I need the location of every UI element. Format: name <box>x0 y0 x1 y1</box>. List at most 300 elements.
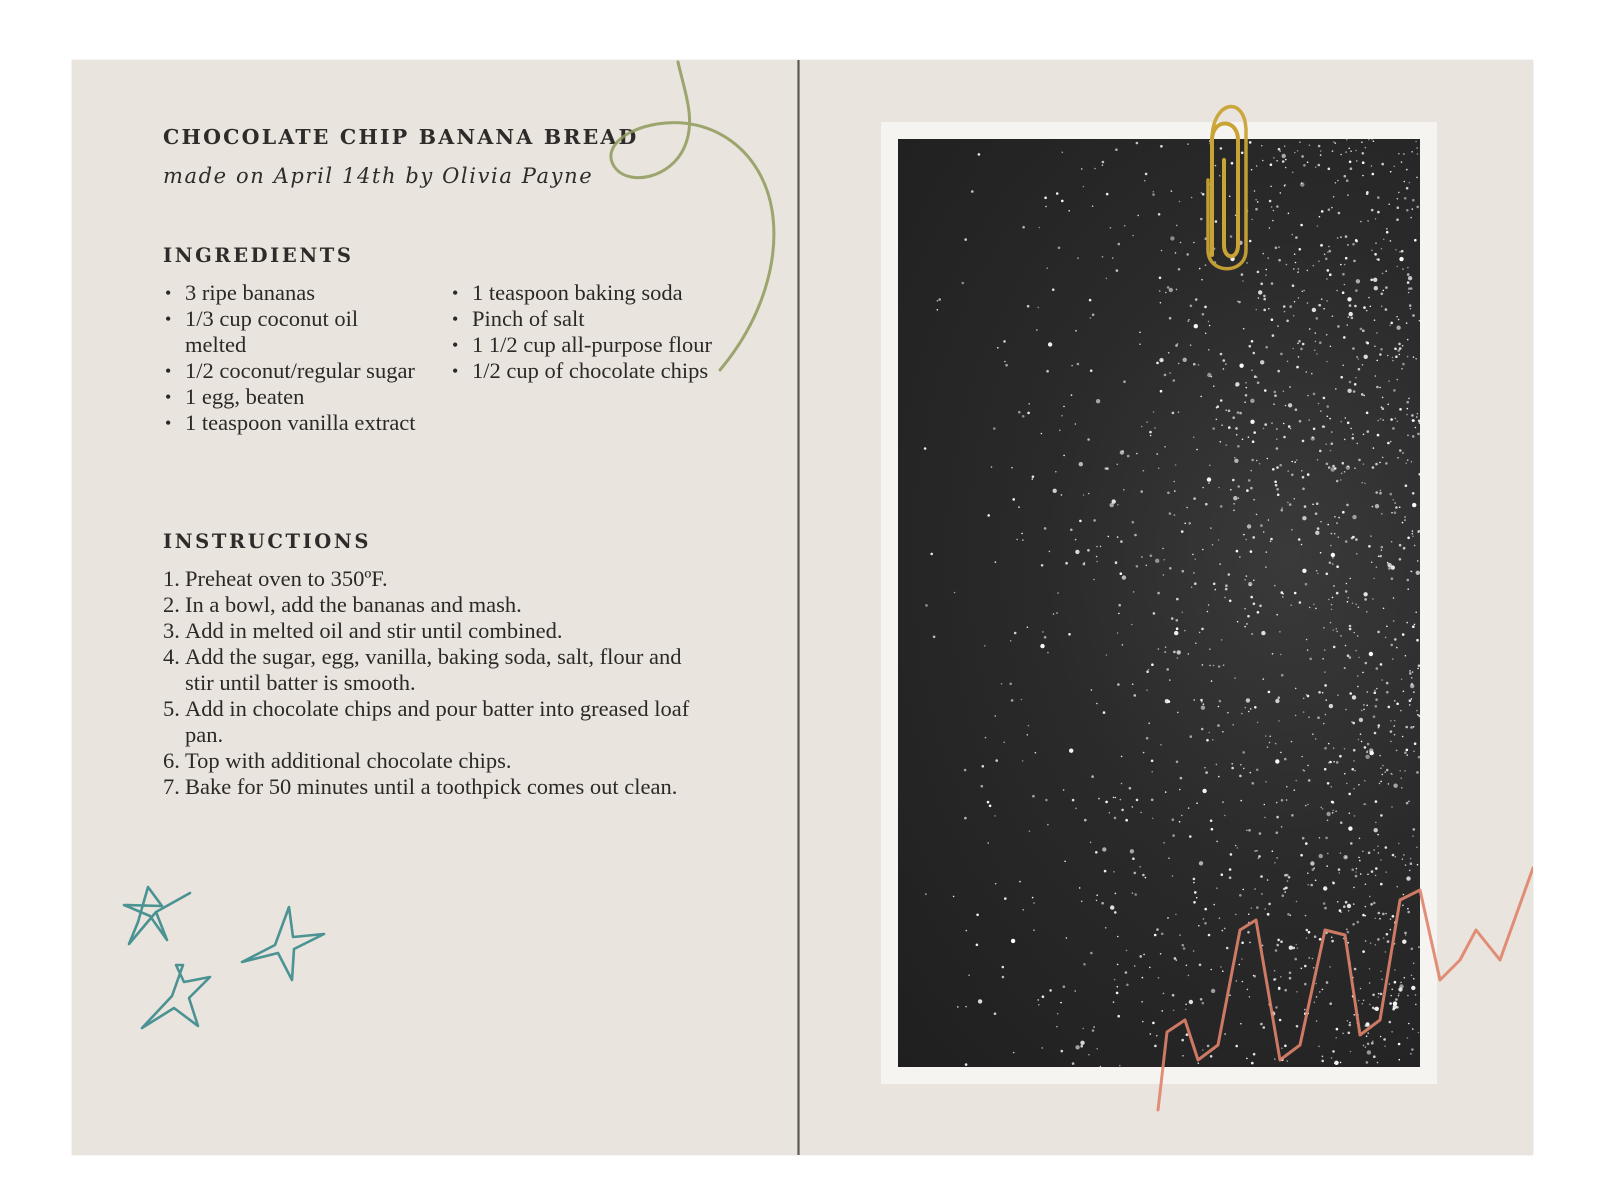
speckle <box>1399 544 1402 547</box>
speckle <box>1407 435 1409 437</box>
speckle <box>1371 870 1374 873</box>
speckle <box>1209 465 1211 467</box>
speckle <box>1195 559 1197 561</box>
speckle <box>1246 489 1249 492</box>
speckle <box>1337 237 1339 239</box>
speckle <box>1208 321 1210 323</box>
speckle <box>1118 604 1121 607</box>
speckle <box>1407 1037 1409 1039</box>
speckle <box>1333 585 1335 587</box>
speckle <box>1226 947 1229 950</box>
speckle <box>1125 971 1128 974</box>
speckle <box>1164 651 1166 653</box>
speckle <box>1374 828 1378 832</box>
speckle <box>1388 783 1390 785</box>
speckle <box>1296 1025 1299 1028</box>
speckle <box>1077 363 1080 366</box>
speckle <box>1208 934 1211 937</box>
speckle <box>1246 623 1248 625</box>
speckle <box>1254 975 1257 978</box>
speckle <box>1125 819 1128 822</box>
speckle <box>1331 207 1333 209</box>
speckle <box>1370 535 1372 537</box>
instruction-step <box>163 774 703 800</box>
speckle <box>1087 438 1090 441</box>
speckle <box>1364 746 1367 749</box>
speckle <box>1385 286 1388 289</box>
speckle <box>1394 981 1397 984</box>
speckle <box>1117 464 1119 466</box>
speckle <box>1163 993 1165 995</box>
speckle <box>1286 799 1288 801</box>
speckle <box>1120 799 1122 801</box>
speckle <box>1304 770 1306 772</box>
speckle <box>1084 819 1087 822</box>
speckle <box>1249 996 1251 998</box>
speckle <box>1260 283 1263 286</box>
speckle <box>1390 929 1392 931</box>
recipe-title: CHOCOLATE CHIP BANANA BREAD <box>163 125 639 149</box>
speckle <box>1237 411 1240 414</box>
speckle <box>1416 206 1419 209</box>
speckle <box>1002 976 1005 979</box>
speckle <box>1257 381 1260 384</box>
speckle <box>965 1006 967 1008</box>
speckle <box>1256 850 1258 852</box>
speckle <box>1328 466 1331 469</box>
speckle <box>1245 707 1247 709</box>
speckle <box>1241 958 1243 960</box>
speckle <box>1247 989 1249 991</box>
speckle <box>1277 494 1280 497</box>
speckle <box>1057 1013 1059 1015</box>
speckle <box>1276 438 1278 440</box>
speckle <box>1323 902 1326 905</box>
speckle <box>1349 1022 1351 1024</box>
speckle <box>1316 996 1318 998</box>
speckle <box>1106 467 1109 470</box>
speckle <box>1385 846 1388 849</box>
speckle <box>1028 403 1030 405</box>
speckle <box>1365 1022 1369 1026</box>
speckle <box>1418 946 1420 948</box>
speckle <box>1158 977 1160 979</box>
speckle <box>1359 838 1361 840</box>
speckle <box>1364 598 1367 601</box>
speckle <box>1352 243 1355 246</box>
speckle <box>1176 225 1178 227</box>
speckle <box>1386 933 1389 936</box>
speckle <box>1326 361 1328 363</box>
speckle <box>1316 570 1318 572</box>
speckle <box>1299 141 1301 143</box>
speckle <box>985 737 987 739</box>
speckle <box>1302 516 1306 520</box>
speckle <box>1323 627 1325 629</box>
speckle <box>1248 479 1251 482</box>
speckle <box>1293 947 1296 950</box>
speckle <box>1180 242 1182 244</box>
speckle <box>1136 565 1139 568</box>
speckle <box>1379 492 1382 495</box>
speckle <box>1354 305 1357 308</box>
speckle <box>1330 450 1332 452</box>
speckle <box>1216 887 1218 889</box>
speckle <box>1212 544 1214 546</box>
speckle <box>1233 503 1235 505</box>
speckle <box>1142 1021 1144 1023</box>
speckle <box>1418 1032 1420 1034</box>
speckle <box>1241 152 1244 155</box>
speckle <box>965 1063 968 1066</box>
speckle <box>1293 268 1295 270</box>
speckle <box>1396 218 1399 221</box>
speckle <box>1070 529 1073 532</box>
speckle <box>1371 139 1373 140</box>
speckle <box>1418 756 1420 759</box>
speckle <box>1208 604 1210 606</box>
speckle <box>1290 428 1292 430</box>
speckle <box>1412 503 1416 507</box>
speckle <box>1263 678 1265 680</box>
speckle <box>1142 874 1145 877</box>
speckle <box>1339 909 1342 912</box>
speckle <box>1260 524 1263 527</box>
speckle <box>1275 743 1277 745</box>
speckle <box>1265 274 1267 276</box>
speckle <box>1328 168 1331 171</box>
speckle <box>1245 394 1248 397</box>
speckle <box>1387 442 1390 445</box>
speckle <box>1313 393 1316 396</box>
speckle <box>1274 394 1277 397</box>
speckle <box>1339 755 1342 758</box>
speckle <box>1271 282 1274 285</box>
speckle <box>1352 434 1354 436</box>
speckle <box>1305 915 1307 917</box>
speckle <box>1321 1060 1324 1063</box>
speckle <box>1096 546 1098 548</box>
speckle <box>1193 363 1196 366</box>
speckle <box>1315 608 1317 610</box>
speckle <box>1308 1013 1310 1015</box>
speckle <box>1307 161 1309 163</box>
speckle <box>1413 978 1415 980</box>
speckle <box>1225 444 1227 446</box>
speckle <box>1324 254 1326 256</box>
speckle <box>1151 663 1154 666</box>
speckle <box>1248 922 1250 924</box>
speckle <box>1331 937 1333 939</box>
speckle <box>1316 353 1318 355</box>
speckle <box>1211 376 1213 378</box>
speckle <box>1283 305 1286 308</box>
speckle <box>1281 799 1284 802</box>
speckle <box>1397 421 1399 423</box>
speckle <box>1249 345 1252 348</box>
speckle <box>1243 328 1245 330</box>
speckle <box>1216 419 1218 421</box>
speckle <box>1347 422 1350 425</box>
speckle <box>1145 877 1147 879</box>
speckle <box>1255 208 1258 211</box>
speckle <box>1032 475 1035 478</box>
speckle <box>1222 970 1224 972</box>
speckle <box>1410 726 1413 729</box>
speckle <box>1193 437 1195 439</box>
speckle <box>1229 868 1232 871</box>
speckle <box>1238 497 1240 499</box>
speckle <box>1324 649 1326 651</box>
speckle <box>1182 570 1185 573</box>
speckle <box>1251 370 1253 372</box>
speckle <box>1169 372 1171 374</box>
speckle <box>1196 897 1198 899</box>
speckle <box>1118 243 1121 246</box>
speckle <box>1193 950 1195 952</box>
speckle <box>1150 435 1152 437</box>
speckle <box>1366 192 1369 195</box>
speckle <box>1264 389 1267 392</box>
speckle <box>1126 950 1128 952</box>
speckle <box>1344 175 1347 178</box>
speckle <box>1331 1057 1333 1059</box>
step-number: 6. <box>163 748 180 773</box>
speckle <box>1380 1036 1382 1038</box>
speckle <box>1327 782 1330 785</box>
speckle <box>1134 872 1137 875</box>
speckle <box>1130 849 1134 853</box>
speckle <box>925 604 928 607</box>
speckle <box>1408 1023 1410 1025</box>
speckle <box>1303 290 1305 292</box>
speckle <box>1276 160 1278 162</box>
speckle <box>1390 418 1393 421</box>
speckle <box>1248 436 1250 438</box>
speckle <box>1284 989 1287 992</box>
speckle <box>1172 834 1175 837</box>
speckle <box>1239 556 1241 558</box>
speckle <box>1115 797 1117 799</box>
speckle <box>1343 905 1346 908</box>
speckle <box>1390 918 1392 920</box>
speckle <box>1368 545 1371 548</box>
speckle <box>1279 631 1281 633</box>
speckle <box>1090 952 1093 955</box>
speckle <box>1395 506 1398 509</box>
speckle <box>1193 699 1195 701</box>
speckle <box>1193 882 1195 884</box>
speckle <box>1326 463 1329 466</box>
speckle <box>1308 957 1310 959</box>
speckle <box>1372 598 1374 600</box>
speckle <box>1322 658 1324 660</box>
speckle <box>1381 406 1383 408</box>
speckle <box>1292 172 1294 174</box>
speckle <box>1402 452 1404 454</box>
speckle <box>1363 704 1365 706</box>
speckle <box>1407 588 1409 590</box>
speckle <box>1252 536 1255 539</box>
speckle <box>1355 289 1358 292</box>
speckle <box>1264 817 1266 819</box>
speckle <box>1173 379 1176 382</box>
speckle <box>1222 801 1224 803</box>
speckle <box>1361 482 1363 484</box>
speckle <box>1328 599 1330 601</box>
speckle <box>1064 861 1066 863</box>
speckle <box>1396 750 1398 752</box>
speckle <box>1335 182 1337 184</box>
speckle <box>1326 573 1329 576</box>
speckle <box>1312 958 1314 960</box>
speckle <box>1328 743 1330 745</box>
speckle <box>1365 940 1367 942</box>
speckle <box>1392 360 1394 362</box>
speckle <box>1089 299 1092 302</box>
speckle <box>1351 537 1354 540</box>
speckle <box>1404 751 1407 754</box>
speckle <box>1169 512 1172 515</box>
speckle <box>1407 459 1409 461</box>
speckle <box>1339 872 1341 874</box>
speckle <box>1328 208 1331 211</box>
speckle <box>1163 574 1165 576</box>
speckle <box>1228 410 1231 413</box>
speckle <box>1394 921 1397 924</box>
speckle <box>1218 665 1221 668</box>
speckle <box>1202 487 1204 489</box>
speckle <box>1412 835 1414 837</box>
speckle <box>1225 584 1228 587</box>
speckle <box>1305 842 1308 845</box>
speckle <box>1177 343 1179 345</box>
speckle <box>1355 875 1358 878</box>
speckle <box>1373 578 1375 580</box>
speckle <box>1042 631 1044 633</box>
speckle <box>1346 929 1348 931</box>
speckle <box>1368 852 1371 855</box>
speckle <box>1232 479 1235 482</box>
speckle <box>1298 538 1301 541</box>
speckle <box>1376 258 1378 260</box>
speckle <box>1376 360 1378 362</box>
speckle <box>1365 147 1367 149</box>
speckle <box>1377 834 1379 836</box>
speckle <box>1369 982 1371 984</box>
speckle <box>1319 450 1322 453</box>
speckle <box>1136 142 1139 145</box>
speckle <box>1016 539 1018 541</box>
speckle <box>1396 703 1399 706</box>
speckle <box>1210 819 1213 822</box>
speckle <box>1044 636 1047 639</box>
speckle <box>1304 983 1307 986</box>
speckle <box>1221 639 1223 641</box>
speckle <box>1022 415 1025 418</box>
speckle <box>1345 151 1347 153</box>
instruction-step <box>163 644 703 696</box>
speckle <box>1096 556 1098 558</box>
speckle <box>1072 799 1075 802</box>
speckle <box>1314 1002 1316 1004</box>
speckle <box>1362 1003 1364 1005</box>
speckle <box>1416 571 1420 575</box>
speckle <box>1231 763 1233 765</box>
speckle <box>1404 977 1406 979</box>
speckle <box>1004 897 1007 900</box>
speckle <box>1229 876 1232 879</box>
speckle <box>1118 613 1120 615</box>
speckle <box>1336 480 1339 483</box>
speckle <box>1223 359 1226 362</box>
speckle <box>1401 161 1403 163</box>
speckle <box>1306 929 1309 932</box>
speckle <box>1280 192 1282 194</box>
speckle <box>1295 262 1297 264</box>
speckle <box>1274 481 1277 484</box>
speckle <box>1375 375 1377 377</box>
speckle <box>1269 227 1271 229</box>
speckle <box>1265 735 1267 737</box>
speckle <box>1103 711 1106 714</box>
speckle <box>1251 459 1254 462</box>
speckle <box>1345 590 1348 593</box>
speckle <box>1407 908 1409 910</box>
speckle <box>1372 466 1375 469</box>
speckle <box>1327 269 1330 272</box>
speckle <box>1394 700 1396 702</box>
speckle <box>1080 1041 1084 1045</box>
speckle <box>1113 1001 1115 1003</box>
speckle <box>1334 1063 1336 1065</box>
speckle <box>1402 905 1404 907</box>
speckle <box>1301 155 1304 158</box>
speckle <box>1032 795 1035 798</box>
speckle <box>1340 154 1342 156</box>
speckle <box>1037 999 1039 1001</box>
speckle <box>1172 875 1174 877</box>
speckle <box>1299 248 1302 251</box>
speckle <box>1222 930 1224 932</box>
speckle <box>1254 375 1257 378</box>
speckle <box>1367 1032 1369 1034</box>
speckle <box>1387 404 1389 406</box>
speckle <box>1358 657 1360 659</box>
speckle <box>1383 1038 1386 1041</box>
speckle <box>1387 562 1389 564</box>
speckle <box>1256 514 1258 516</box>
speckle <box>994 815 996 817</box>
speckle <box>1312 504 1314 506</box>
speckle <box>1348 793 1351 796</box>
speckle <box>995 561 997 563</box>
speckle <box>1358 368 1361 371</box>
speckle <box>1219 563 1221 565</box>
speckle <box>1174 631 1178 635</box>
speckle <box>1336 565 1339 568</box>
speckle <box>1075 550 1079 554</box>
speckle <box>1358 358 1360 360</box>
speckle <box>1386 626 1388 628</box>
speckle <box>1380 767 1382 769</box>
speckle <box>1284 874 1287 877</box>
speckle <box>1318 691 1321 694</box>
speckle <box>1283 391 1285 393</box>
speckle <box>1136 799 1139 802</box>
speckle <box>1284 145 1286 147</box>
speckle <box>1295 236 1298 239</box>
